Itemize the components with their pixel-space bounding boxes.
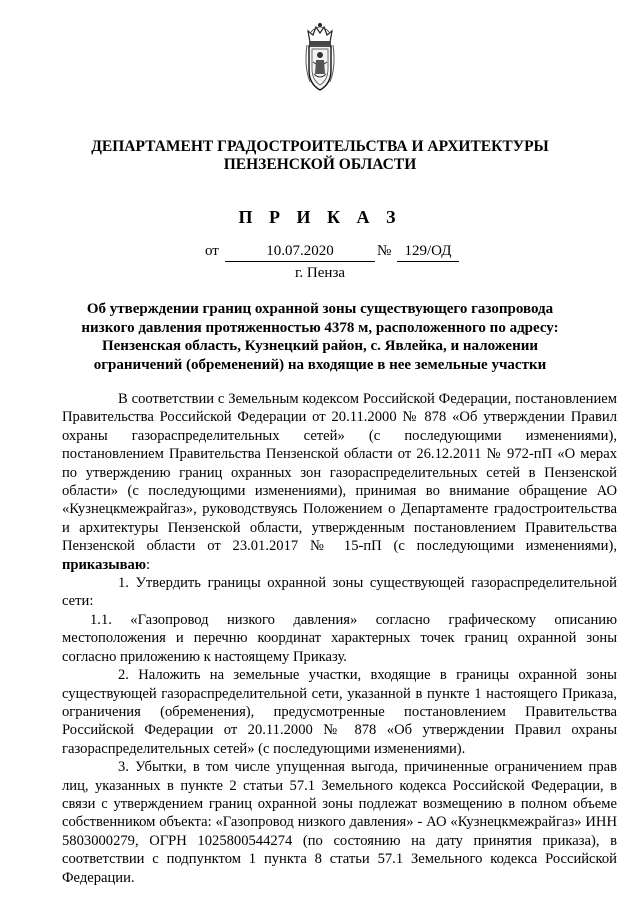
order-date-number-line <box>205 242 465 262</box>
item-1: 1. Утвердить границы охранной зоны существующей газораспределительной сети: <box>62 575 617 610</box>
subject-line-3: Пензенская область, Кузнецкий район, с. Явлейка, и наложении <box>101 338 538 354</box>
department-name <box>60 138 580 174</box>
department-line-2: ПЕНЗЕНСКОЙ ОБЛАСТИ <box>223 156 417 173</box>
department-line-1: ДЕПАРТАМЕНТ ГРАДОСТРОИТЕЛЬСТВА И АРХИТЕКТУРЫ <box>91 138 549 155</box>
decree-colon: : <box>146 556 151 573</box>
decree-word: приказываю <box>62 556 147 573</box>
order-city: г. Пенза <box>294 265 346 281</box>
date-underline <box>225 261 375 262</box>
coat-of-arms-icon <box>301 22 339 94</box>
order-body <box>62 390 617 887</box>
item-1-1: 1.1. «Газопровод низкого давления» согласно графическому описанию местоположения и перечню координат характерных точек границ охранной зоны согласно приложению к настоящему Приказу. <box>62 611 617 665</box>
subject-line-1: Об утверждении границ охранной зоны существующего газопровода <box>86 301 554 317</box>
order-number: 129/ОД <box>404 243 452 259</box>
order-title: П Р И К А З <box>238 207 402 227</box>
item-2: 2. Наложить на земельные участки, входящие в границы охранной зоны существующей газораспределительной сети, указанной в пункте 1 настоящего Приказа, ограничения (обременения), предусмотренные постановлением Правительства Российской Федерации от 20.11.2000 № 878 «Об утверждении Правил охраны газораспределительных сетей» (с последующими изменениями). <box>62 667 617 757</box>
preamble-paragraph <box>62 390 617 574</box>
order-subject <box>70 300 570 374</box>
preamble-text: В соответствии с Земельным кодексом Российской Федерации, постановлением Правительства Российской Федерации от 20.11.2000 № 878 «Об утверждении Правил охраны газораспределительных сетей» (с последующими изменениями), постановлением Правительства Пензенской области от 26.12.2011 № 972-пП «О мерах по утверждению границ охранных зон газораспределительных сетей в Пензенской области» (с последующими изменениями), принимая во внимание обращение АО «Кузнецкмежрайгаз», руководствуясь Положением о Департаменте градостроительства и архитектуры Пензенской области, утвержденным постановлением Правительства Пензенской области от 23.01.2017 № 15-пП (с последующими изменениями), <box>62 391 617 555</box>
date-label: от <box>205 243 219 259</box>
number-underline <box>397 261 459 262</box>
number-label: № <box>377 243 392 259</box>
order-date: 10.07.2020 <box>266 243 334 259</box>
subject-line-2: низкого давления протяженностью 4378 м, расположенного по адресу: <box>81 319 559 336</box>
item-3: 3. Убытки, в том числе упущенная выгода, причиненные ограничением прав лиц, указанных в пункте 2 статьи 57.1 Земельного кодекса Российской Федерации, в связи с утверждением границ охранной зоны подлежат возмещению в полном объеме собственником объекта: «Газопровод низкого давления» - АО «Кузнецкмежрайгаз» ИНН 5803000279, ОГРН 1025800544274 (по состоянию на дату принятия приказа), в соответствии с подпунктом 1 пункта 8 статьи 57.1 Земельного кодекса Российской Федерации. <box>62 759 617 886</box>
subject-line-4: ограничений (обременений) на входящие в нее земельные участки <box>93 356 547 373</box>
